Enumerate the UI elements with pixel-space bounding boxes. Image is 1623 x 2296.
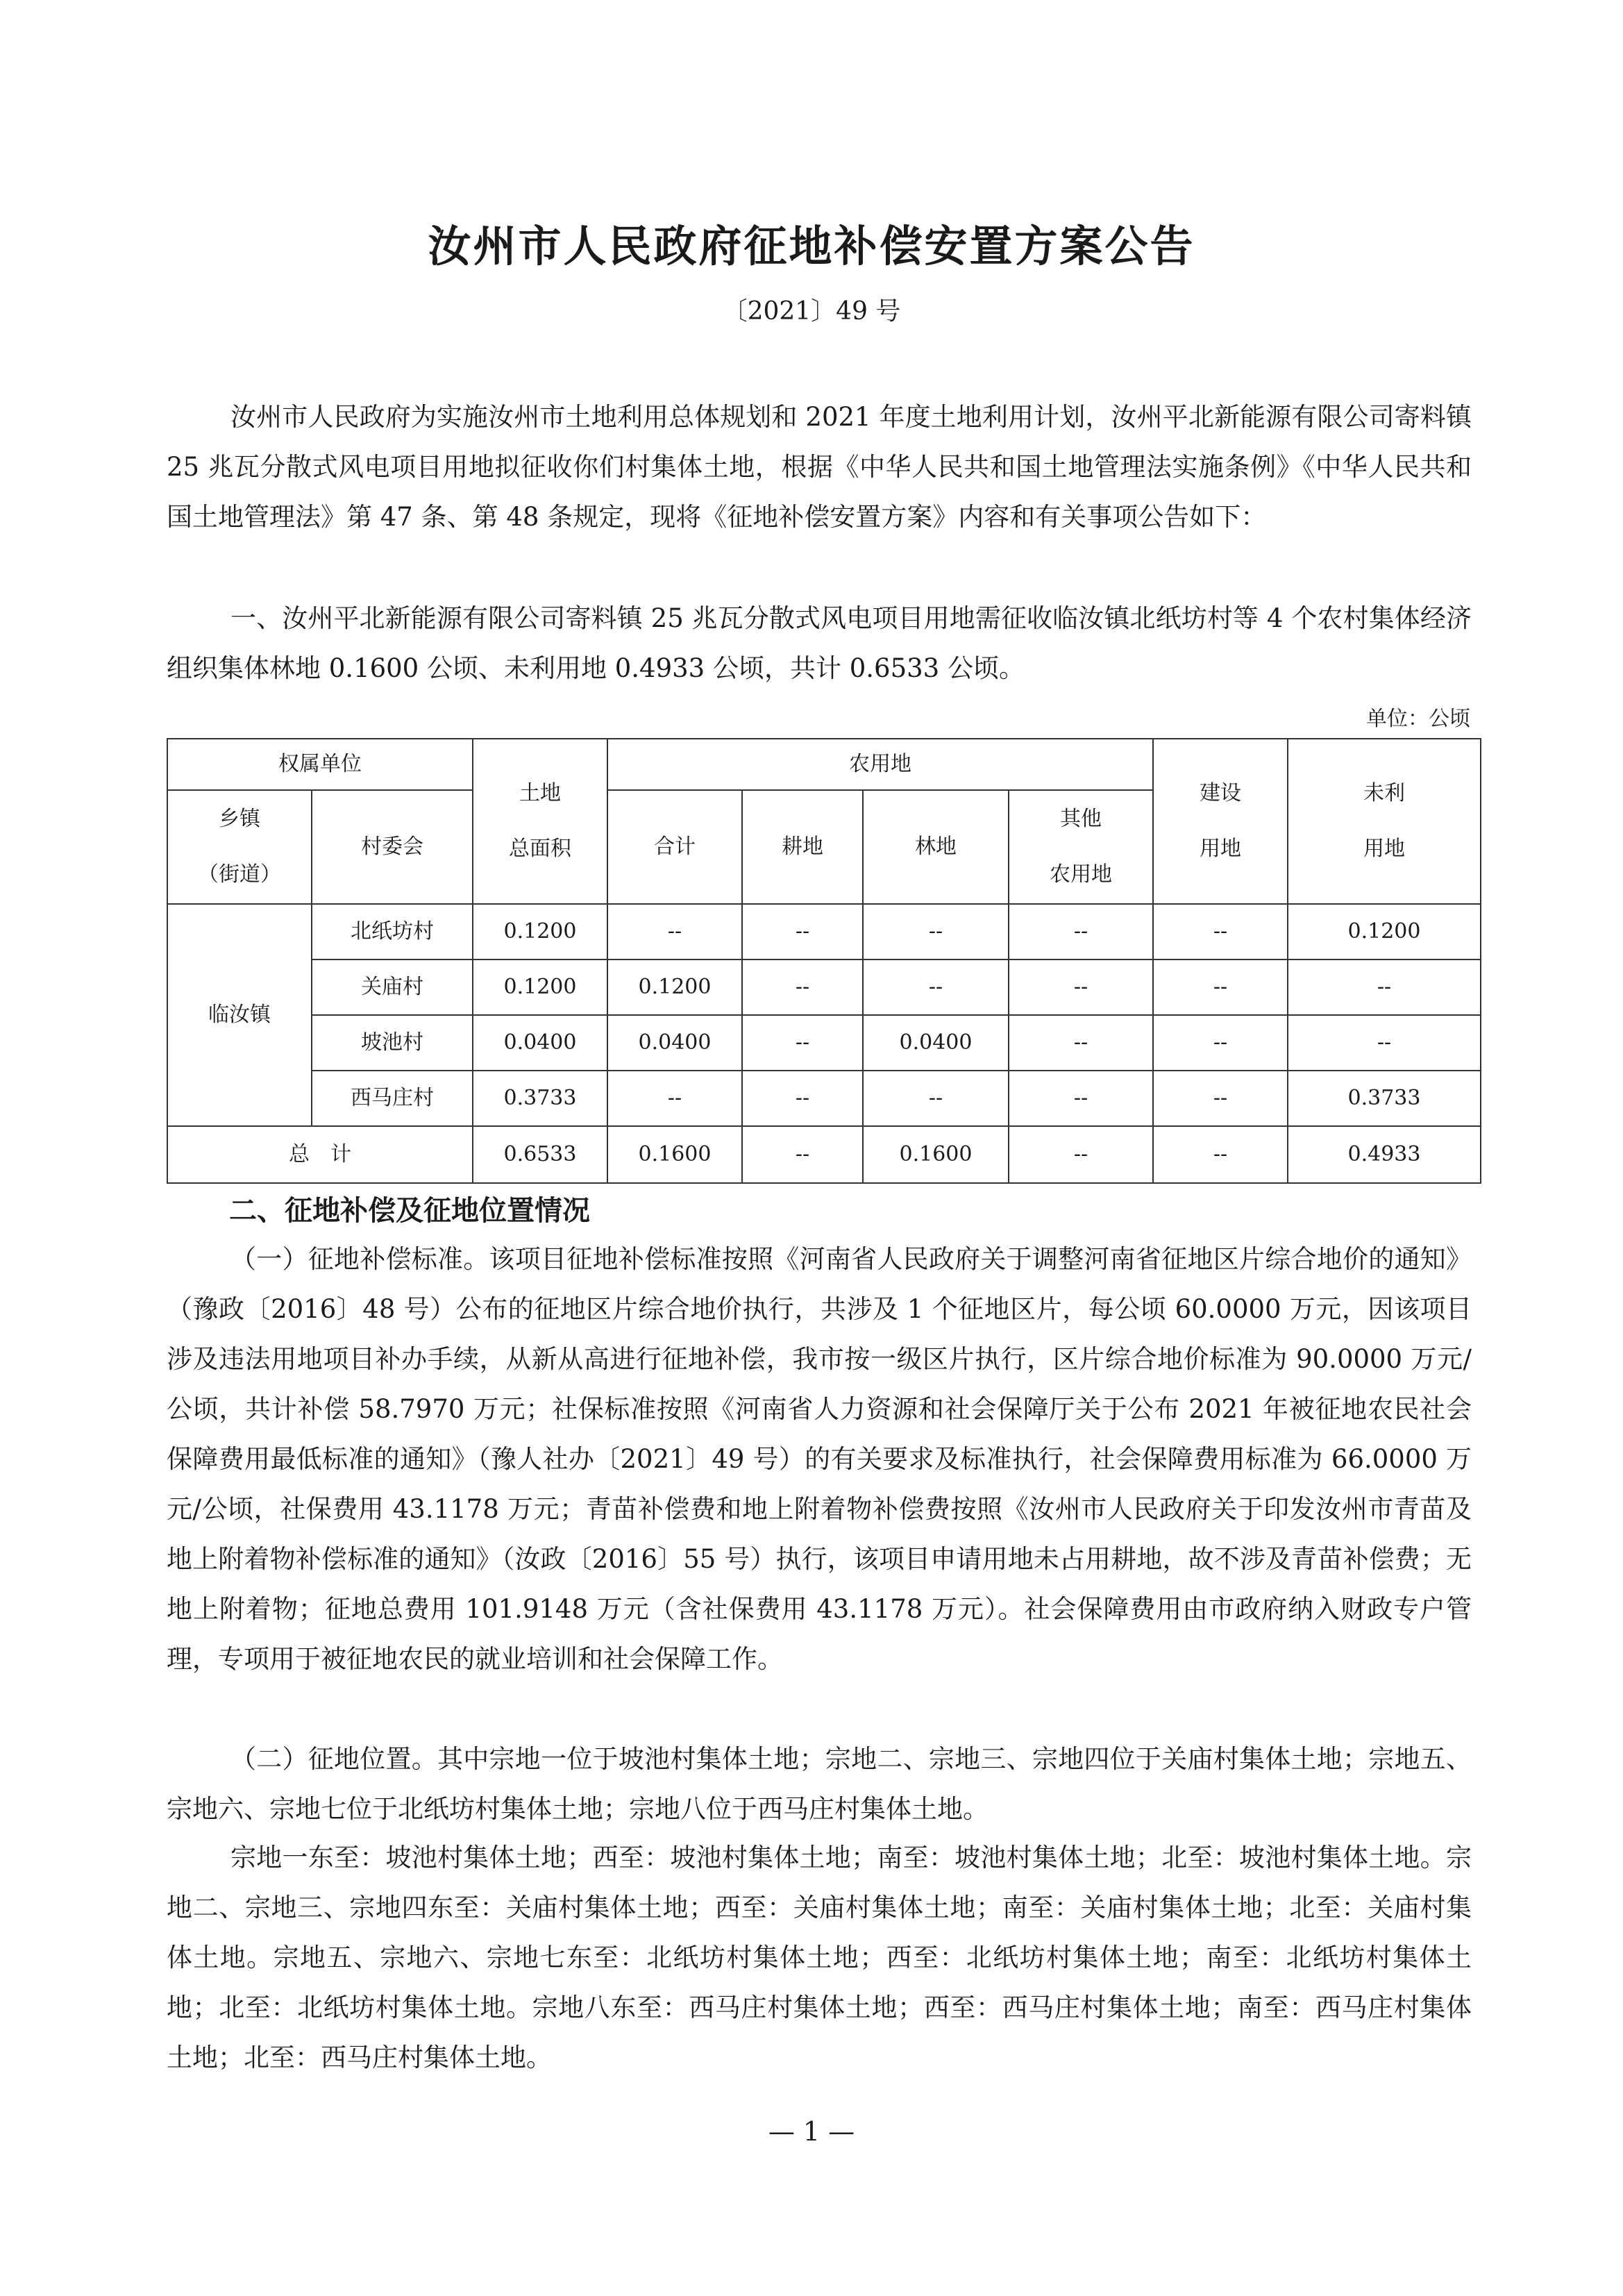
village-cell: 坡池村 xyxy=(312,1015,473,1071)
forest-cell: 0.0400 xyxy=(863,1015,1009,1071)
construction-cell: -- xyxy=(1153,1015,1288,1071)
cultivated-cell: -- xyxy=(742,904,863,960)
intro-paragraph: 汝州市人民政府为实施汝州市土地利用总体规划和 2021 年度土地利用计划，汝州平北新能源有限公司寄料镇 25 兆瓦分散式风电项目用地拟征收你们村集体土地，根据《中华人民共和国土地管理法实施条例》《中华人民共和国土地管理法》第 47 条、第 48 条规定，现将《征地补偿安置方案》内容和有关事项公告如下： xyxy=(167,402,1472,532)
header-cultivated: 耕地 xyxy=(742,790,863,904)
agri-sum-cell: 0.1600 xyxy=(607,1126,742,1183)
village-cell: 北纸坊村 xyxy=(312,904,473,960)
totals-label: 总 计 xyxy=(167,1126,473,1183)
village-cell: 关庙村 xyxy=(312,960,473,1015)
table-row xyxy=(167,1015,1481,1071)
cultivated-cell: -- xyxy=(742,1015,863,1071)
village-cell: 西马庄村 xyxy=(312,1071,473,1126)
total-cell: 0.0400 xyxy=(473,1015,607,1071)
table-row xyxy=(167,960,1481,1015)
forest-cell: 0.1600 xyxy=(863,1126,1009,1183)
unused-cell: 0.3733 xyxy=(1288,1071,1481,1126)
header-village: 村委会 xyxy=(312,790,473,904)
header-township: 乡镇 （街道） xyxy=(167,790,312,904)
header-agri-sum: 合计 xyxy=(607,790,742,904)
forest-cell: -- xyxy=(863,904,1009,960)
total-cell: 0.1200 xyxy=(473,960,607,1015)
header-ownership: 权属单位 xyxy=(167,739,473,790)
forest-cell: -- xyxy=(863,1071,1009,1126)
header-other-agri: 其他 农用地 xyxy=(1009,790,1153,904)
header-unused: 未利 用地 xyxy=(1288,739,1481,904)
forest-cell: -- xyxy=(863,960,1009,1015)
total-cell: 0.1200 xyxy=(473,904,607,960)
totals-row xyxy=(167,1126,1481,1183)
total-cell: 0.3733 xyxy=(473,1071,607,1126)
agri-sum-cell: 0.0400 xyxy=(607,1015,742,1071)
section2-compensation-paragraph: （一）征地补偿标准。该项目征地补偿标准按照《河南省人民政府关于调整河南省征地区片综合地价的通知》（豫政〔2016〕48 号）公布的征地区片综合地价执行，共涉及 1 个征地区片，每公顷 60.0000 万元，因该项目涉及违法用地项目补办手续，从新从高进行征地补偿，我市按一级区片执行，区片综合地价标准为 90.0000 万元/公顷，共计补偿 58.7970 万元；社保标准按照《河南省人力资源和社会保障厅关于公布 2021 年被征地农民社会保障费用最低标准的通知》（豫人社办〔2021〕49 号）的有关要求及标准执行，社会保障费用标准为 66.0000 万元/公顷，社保费用 43.1178 万元；青苗补偿费和地上附着物补偿费按照《汝州市人民政府关于印发汝州市青苗及地上附着物补偿标准的通知》（汝政〔2016〕55 号）执行，该项目申请用地未占用耕地，故不涉及青苗补偿费；无地上附着物；征地总费用 101.9148 万元（含社保费用 43.1178 万元）。社会保障费用由市政府纳入财政专户管理，专项用于被征地农民的就业培训和社会保障工作。 xyxy=(167,1244,1472,1674)
header-construction: 建设 用地 xyxy=(1153,739,1288,904)
page-number: — 1 — xyxy=(768,2116,855,2147)
construction-cell: -- xyxy=(1153,904,1288,960)
cultivated-cell: -- xyxy=(742,1126,863,1183)
construction-cell: -- xyxy=(1153,1071,1288,1126)
header-forest: 林地 xyxy=(863,790,1009,904)
construction-cell: -- xyxy=(1153,960,1288,1015)
header-total-area: 土地 总面积 xyxy=(473,739,607,904)
agri-sum-cell: -- xyxy=(607,1071,742,1126)
table-row xyxy=(167,904,1481,960)
total-cell: 0.6533 xyxy=(473,1126,607,1183)
unused-cell: 0.1200 xyxy=(1288,904,1481,960)
agri-sum-cell: 0.1200 xyxy=(607,960,742,1015)
other-cell: -- xyxy=(1009,1015,1153,1071)
section2-location-paragraph: （二）征地位置。其中宗地一位于坡池村集体土地；宗地二、宗地三、宗地四位于关庙村集体土地；宗地五、宗地六、宗地七位于北纸坊村集体土地；宗地八位于西马庄村集体土地。 xyxy=(167,1744,1472,1824)
agri-sum-cell: -- xyxy=(607,904,742,960)
section2-heading: 二、征地补偿及征地位置情况 xyxy=(229,1195,590,1227)
unused-cell: -- xyxy=(1288,1015,1481,1071)
other-cell: -- xyxy=(1009,1126,1153,1183)
unit-label: 单位：公顷 xyxy=(1366,707,1470,731)
cultivated-cell: -- xyxy=(742,1071,863,1126)
unused-cell: -- xyxy=(1288,960,1481,1015)
land-table xyxy=(167,738,1481,1184)
document-title: 汝州市人民政府征地补偿安置方案公告 xyxy=(428,221,1195,271)
section2-boundaries-paragraph: 宗地一东至：坡池村集体土地；西至：坡池村集体土地；南至：坡池村集体土地；北至：坡池村集体土地。宗地二、宗地三、宗地四东至：关庙村集体土地；西至：关庙村集体土地；南至：关庙村集体土地；北至：关庙村集体土地。宗地五、宗地六、宗地七东至：北纸坊村集体土地；西至：北纸坊村集体土地；南至：北纸坊村集体土地；北至：北纸坊村集体土地。宗地八东至：西马庄村集体土地；西至：西马庄村集体土地；南至：西马庄村集体土地；北至：西马庄村集体土地。 xyxy=(167,1843,1472,2072)
header-agricultural: 农用地 xyxy=(607,739,1153,790)
cultivated-cell: -- xyxy=(742,960,863,1015)
other-cell: -- xyxy=(1009,904,1153,960)
other-cell: -- xyxy=(1009,1071,1153,1126)
document-number: 〔2021〕49 号 xyxy=(722,297,901,326)
table-row xyxy=(167,1071,1481,1126)
unused-cell: 0.4933 xyxy=(1288,1126,1481,1183)
construction-cell: -- xyxy=(1153,1126,1288,1183)
other-cell: -- xyxy=(1009,960,1153,1015)
section1-paragraph: 一、汝州平北新能源有限公司寄料镇 25 兆瓦分散式风电项目用地需征收临汝镇北纸坊村等 4 个农村集体经济组织集体林地 0.1600 公顷、未利用地 0.4933 公顷，共计 0.6533 公顷。 xyxy=(167,603,1472,683)
township-cell: 临汝镇 xyxy=(167,904,312,1126)
